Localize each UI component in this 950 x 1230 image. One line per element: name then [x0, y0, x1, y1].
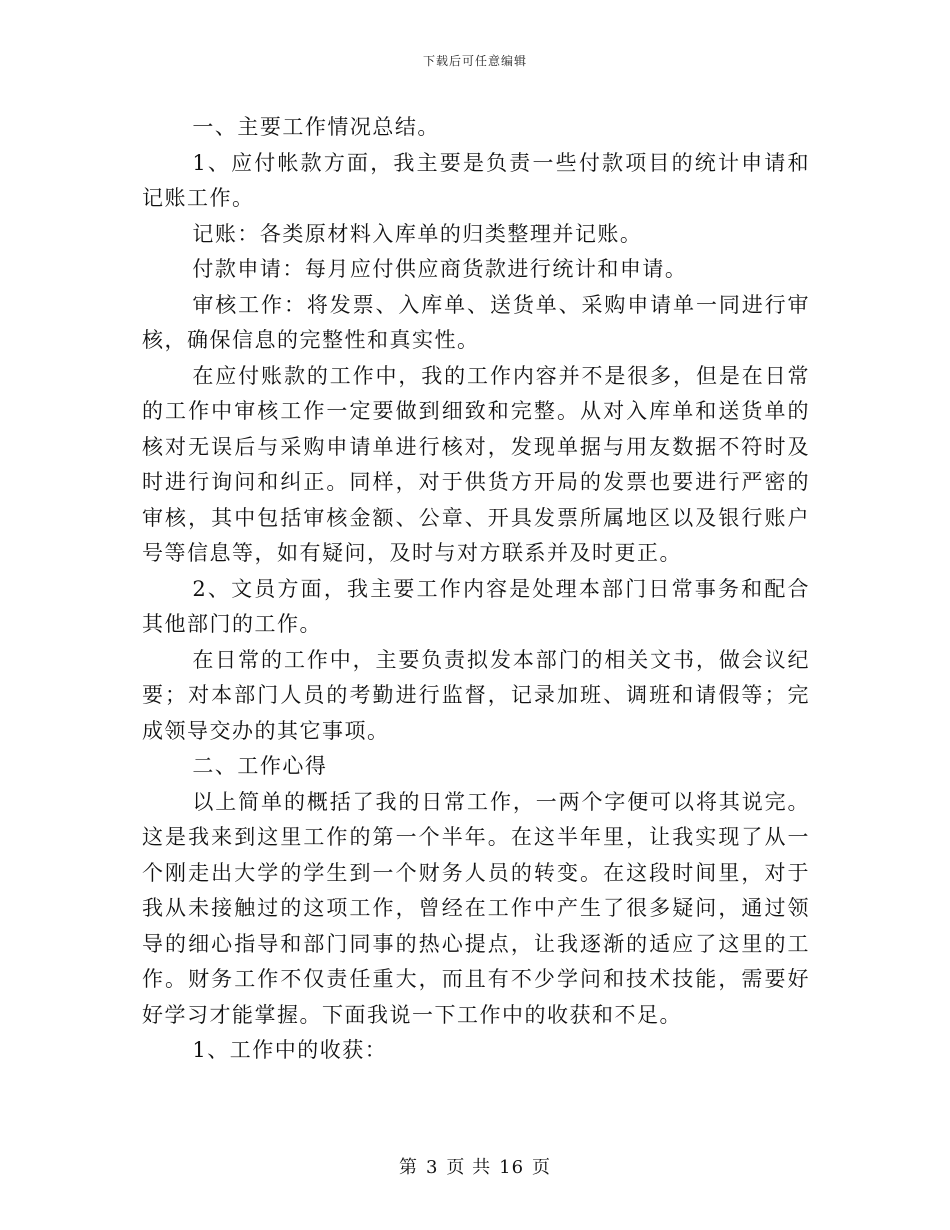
paragraph-daily-duties: 在日常的工作中，主要负责拟发本部门的相关文书，做会议纪要；对本部门人员的考勤进行监督，记录加班、调班和请假等；完成领导交办的其它事项。 — [142, 647, 810, 743]
page-header: 下载后可任意编辑 — [422, 54, 527, 68]
page-prefix: 第 — [398, 1157, 418, 1178]
section-heading-experience: 二、工作心得 — [192, 754, 328, 778]
page-number: 3 — [425, 1157, 439, 1178]
page-suffix: 页 — [532, 1157, 552, 1178]
paragraph-audit-work: 审核工作：将发票、入库单、送货单、采购申请单一同进行审核，确保信息的完整性和真实性。 — [142, 292, 810, 352]
page-middle: 页 共 — [446, 1157, 492, 1178]
subheading-gains: 1、工作中的收获： — [192, 1038, 388, 1062]
paragraph-experience: 以上简单的概括了我的日常工作，一两个字便可以将其说完。这是我来到这里工作的第一个半年。在这半年里，让我实现了从一个刚走出大学的学生到一个财务人员的转变。在这段时间里，对于我从未接触过的这项工作，曾经在工作中产生了很多疑问，通过领导的细心指导和部门同事的热心提点，让我逐渐的适应了这里的工作。财务工作不仅责任重大，而且有不少学问和技术技能，需要好好学习才能掌握。下面我说一下工作中的收获和不足。 — [142, 789, 810, 1027]
page-footer — [0, 1153, 950, 1179]
document-body — [142, 110, 810, 1069]
paragraph-clerk-work: 2、文员方面，我主要工作内容是处理本部门日常事务和配合其他部门的工作。 — [142, 576, 810, 636]
paragraph-payables-detail: 在应付账款的工作中，我的工作内容并不是很多，但是在日常的工作中审核工作一定要做到细致和完整。从对入库单和送货单的核对无误后与采购申请单进行核对，发现单据与用友数据不符时及时进行询问和纠正。同样，对于供货方开局的发票也要进行严密的审核，其中包括审核金额、公章、开具发票所属地区以及银行账户号等信息等，如有疑问，及时与对方联系并及时更正。 — [142, 363, 810, 565]
paragraph-payment-request: 付款申请：每月应付供应商货款进行统计和申请。 — [192, 257, 688, 281]
section-heading-summary: 一、主要工作情况总结。 — [192, 115, 440, 139]
page-total: 16 — [499, 1157, 525, 1178]
paragraph-accounts-payable: 1、应付帐款方面，我主要是负责一些付款项目的统计申请和记账工作。 — [142, 150, 810, 210]
paragraph-bookkeeping: 记账：各类原材料入库单的归类整理并记账。 — [192, 221, 643, 246]
